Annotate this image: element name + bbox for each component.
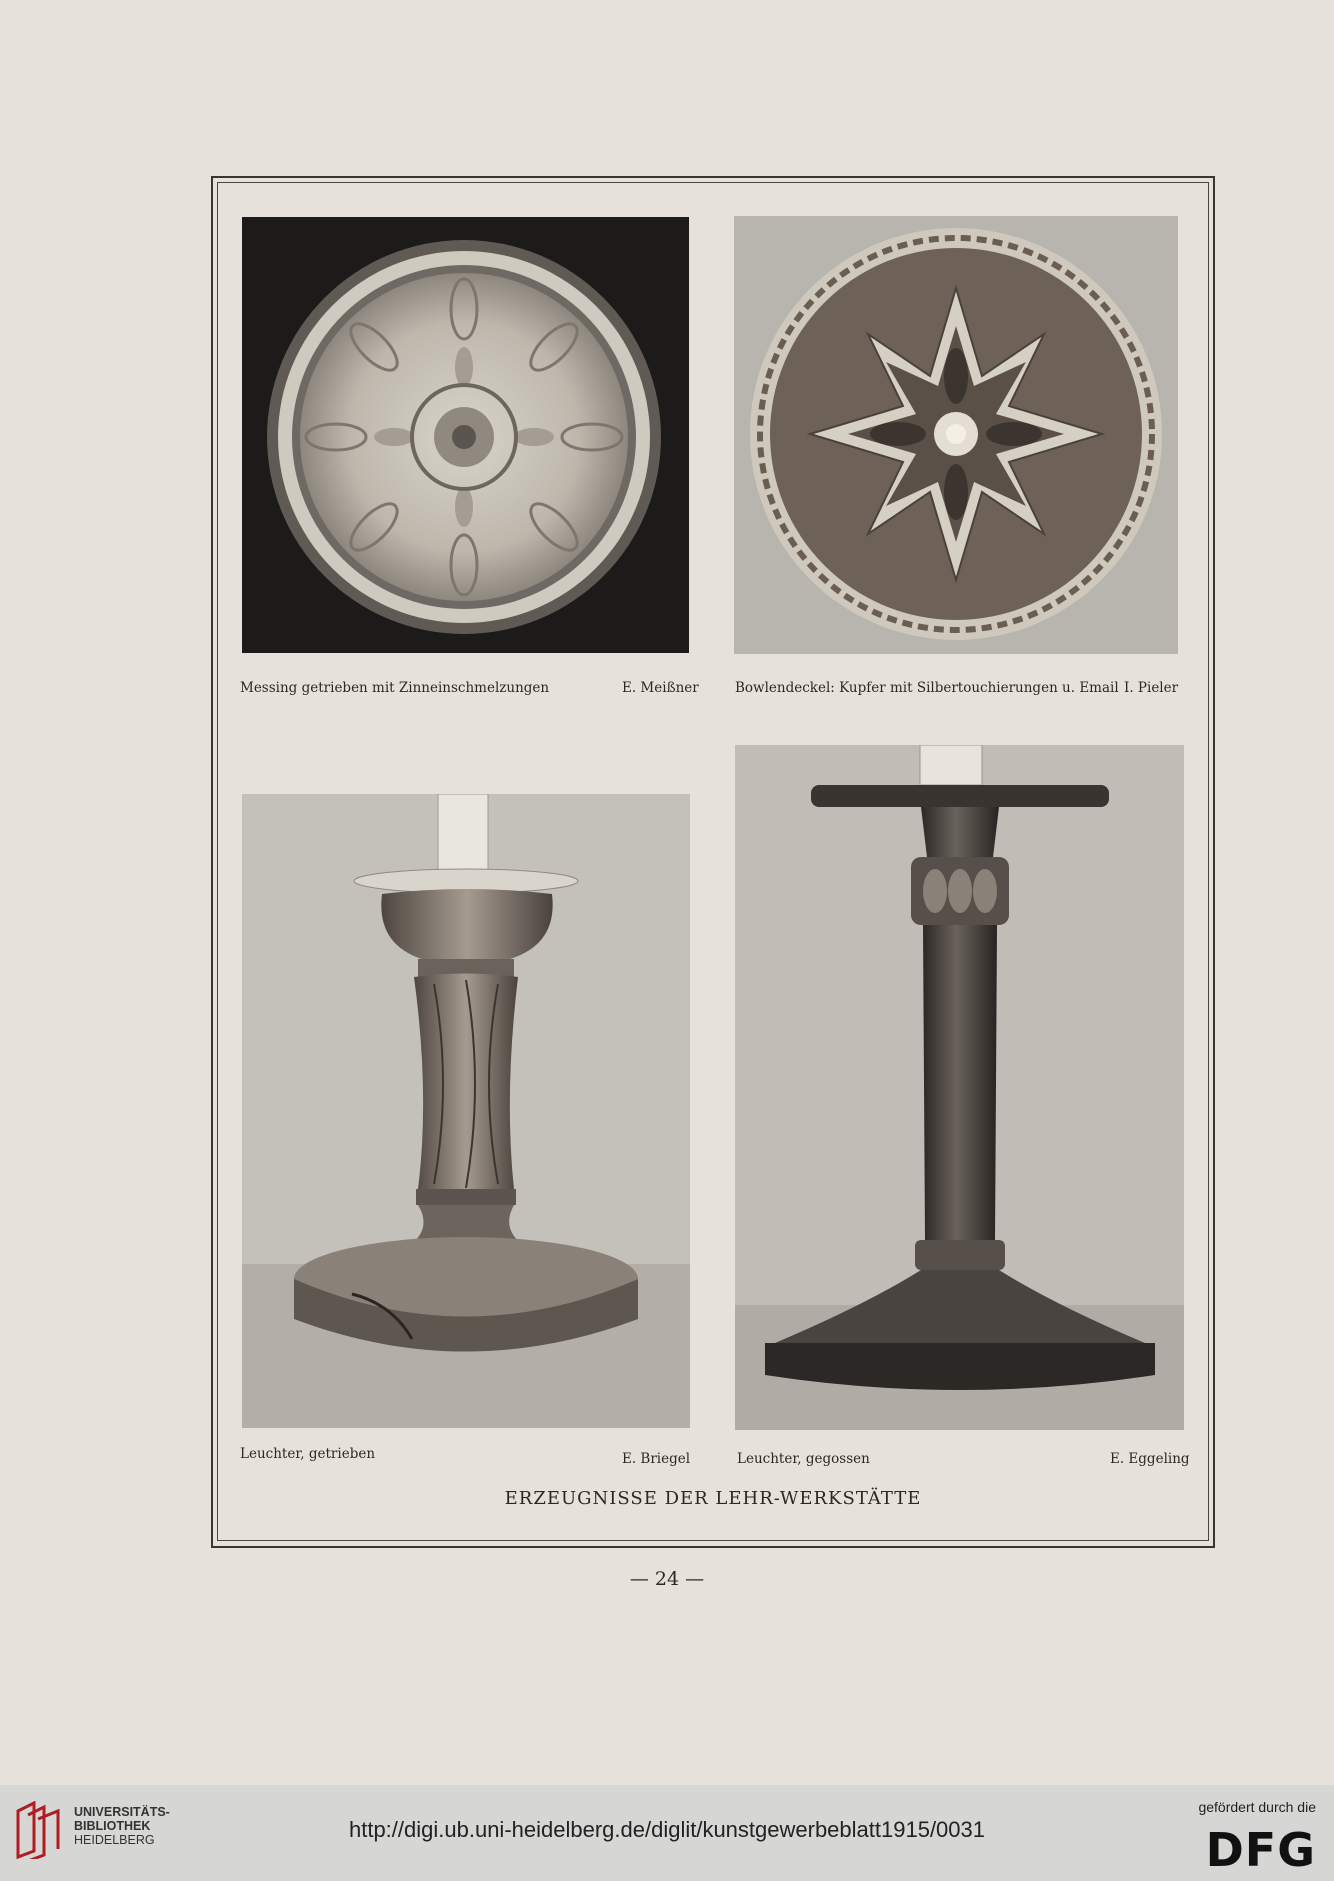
photo-cast-candlestick (735, 745, 1184, 1430)
artist-bottom-left: E. Briegel (622, 1451, 691, 1467)
photo-embossed-candlestick (242, 794, 690, 1428)
photo-brass-plate (242, 217, 689, 653)
source-url-link[interactable]: http://digi.ub.uni-heidelberg.de/diglit/kunstgewerbeblatt1915/0031 (348, 1817, 985, 1842)
caption-top-right: Bowlendeckel: Kupfer mit Silbertouchierungen u. Email (735, 680, 1119, 696)
funded-by-label: gefördert durch die (1198, 1799, 1316, 1815)
page-number: — 24 — (629, 1568, 705, 1590)
dfg-logo: DFG (1205, 1823, 1316, 1877)
caption-bottom-left: Leuchter, getrieben (240, 1446, 376, 1462)
artist-top-right: I. Pieler (1124, 680, 1179, 696)
artist-top-left: E. Meißner (622, 680, 699, 696)
caption-top-left: Messing getrieben mit Zinneinschmelzungen (240, 680, 550, 696)
digitization-footer (0, 1785, 1334, 1881)
library-line-3: HEIDELBERG (74, 1833, 155, 1847)
photo-punch-bowl-lid (734, 216, 1178, 654)
library-line-2: BIBLIOTHEK (74, 1819, 151, 1833)
artist-bottom-right: E. Eggeling (1110, 1451, 1190, 1467)
plate-title: ERZEUGNISSE DER LEHR-WERKSTÄTTE (504, 1488, 922, 1509)
caption-bottom-right: Leuchter, gegossen (737, 1451, 870, 1467)
library-line-1: UNIVERSITÄTS- (74, 1805, 170, 1819)
